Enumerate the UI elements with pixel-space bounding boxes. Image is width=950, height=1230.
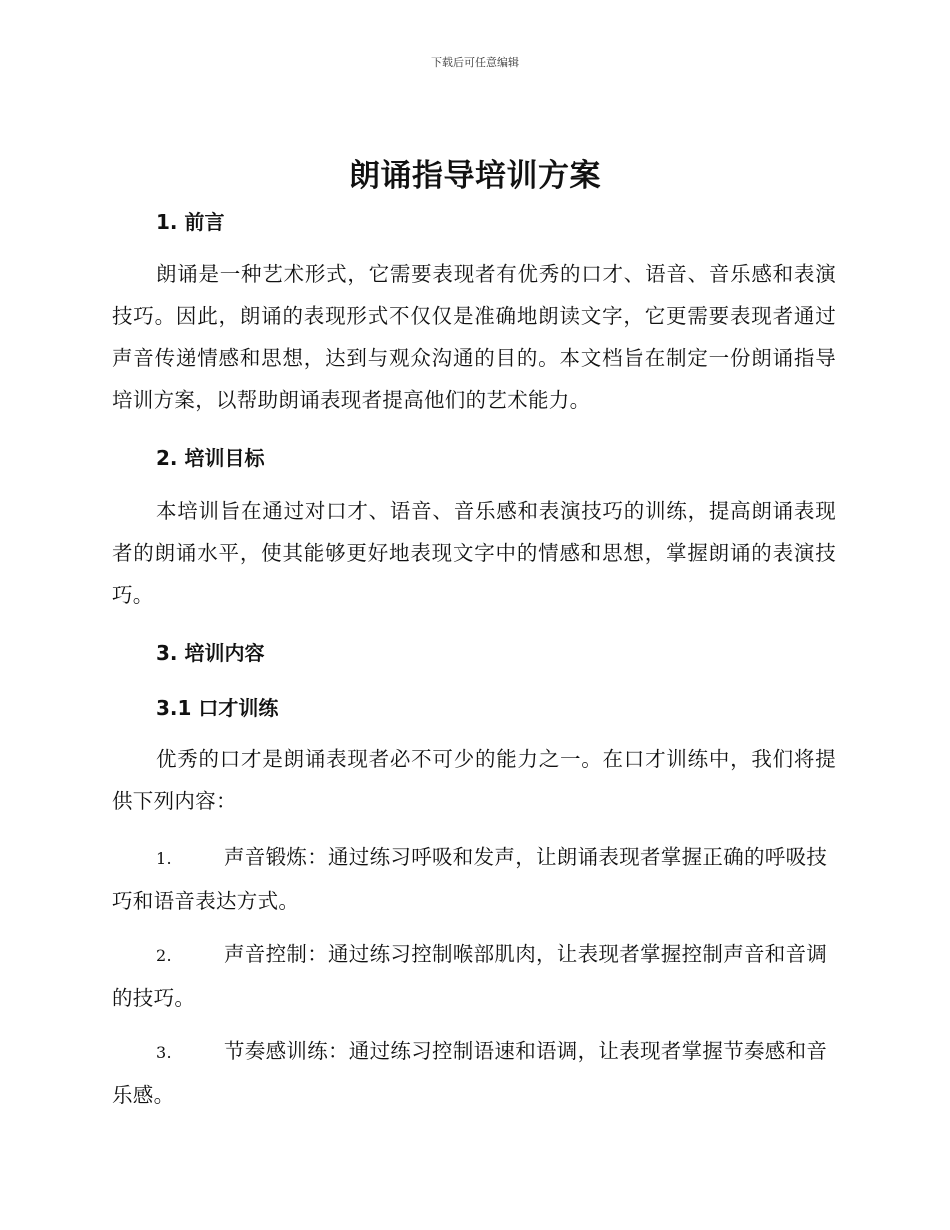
section-1-paragraph: 朗诵是一种艺术形式，它需要表现者有优秀的口才、语音、音乐感和表演技巧。因此，朗诵的表现形式不仅仅是准确地朗读文字，它更需要表现者通过声音传递情感和思想，达到与观众沟通的目的。本文档旨在制定一份朗诵指导培训方案，以帮助朗诵表现者提高他们的艺术能力。: [112, 262, 836, 412]
section-2-paragraph: 本培训旨在通过对口才、语音、音乐感和表演技巧的训练，提高朗诵表现者的朗诵水平，使其能够更好地表现文字中的情感和思想，掌握朗诵的表演技巧。: [112, 499, 836, 607]
list-number: 1.: [156, 849, 172, 868]
list-item-text: 节奏感训练：通过练习控制语速和语调，让表现者掌握节奏感和音乐感。: [112, 1039, 828, 1107]
list-item-text: 声音控制：通过练习控制喉部肌肉，让表现者掌握控制声音和音调的技巧。: [112, 942, 828, 1010]
document-title: 朗诵指导培训方案: [349, 158, 601, 194]
list-item: [112, 1030, 836, 1116]
list-item-text: 声音锻炼：通过练习呼吸和发声，让朗诵表现者掌握正确的呼吸技巧和语音表达方式。: [112, 845, 828, 913]
section-heading-1: 1. 前言: [156, 210, 225, 234]
section-heading-3-1: 3.1 口才训练: [156, 696, 279, 720]
list-number: 3.: [156, 1043, 172, 1062]
list-item: [112, 836, 836, 922]
header-note: 下载后可任意编辑: [431, 56, 519, 69]
section-3-1-paragraph: 优秀的口才是朗诵表现者必不可少的能力之一。在口才训练中，我们将提供下列内容：: [112, 747, 836, 813]
section-heading-2: 2. 培训目标: [156, 446, 265, 470]
list-item: [112, 933, 836, 1019]
section-heading-3: 3. 培训内容: [156, 641, 265, 665]
list-number: 2.: [156, 946, 172, 965]
